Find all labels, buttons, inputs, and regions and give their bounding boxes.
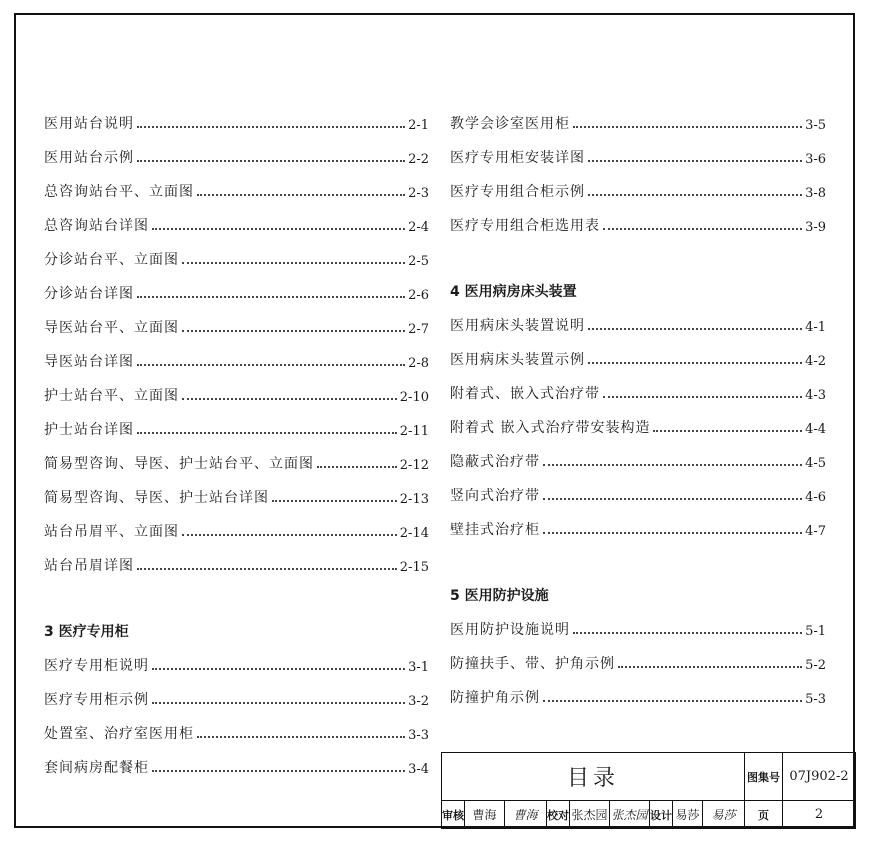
check-signature: 张杰园 bbox=[610, 801, 650, 829]
leader-dots bbox=[543, 498, 802, 500]
toc-entry bbox=[450, 301, 826, 335]
toc-entry-title: 套间病房配餐柜 bbox=[44, 760, 149, 776]
toc-entry bbox=[44, 99, 429, 133]
leader-dots bbox=[137, 432, 397, 434]
leader-dots bbox=[588, 160, 802, 162]
page-label: 页 bbox=[745, 801, 783, 829]
section-gap bbox=[450, 235, 826, 267]
toc-entry bbox=[44, 303, 429, 337]
leader-dots bbox=[603, 396, 802, 398]
toc-entry-page: 2-8 bbox=[408, 356, 429, 371]
atlas-number-label: 图集号 bbox=[745, 753, 783, 801]
toc-entry-page: 2-12 bbox=[399, 458, 429, 473]
leader-dots bbox=[543, 700, 802, 702]
toc-entry-page: 5-3 bbox=[805, 692, 826, 707]
section-heading-3: 3 医疗专用柜 bbox=[44, 624, 129, 640]
toc-entry-page: 4-7 bbox=[805, 524, 826, 539]
toc-entry-page: 4-2 bbox=[805, 354, 826, 369]
toc-entry-page: 2-15 bbox=[399, 560, 429, 575]
page-number: 2 bbox=[783, 801, 856, 829]
toc-entry-title: 附着式 嵌入式治疗带安装构造 bbox=[450, 420, 651, 436]
toc-entry-title: 附着式、嵌入式治疗带 bbox=[450, 386, 600, 402]
leader-dots bbox=[152, 770, 405, 772]
toc-entry-title: 总咨询站台平、立面图 bbox=[44, 184, 194, 200]
toc-entry bbox=[450, 133, 826, 167]
toc-entry-title: 竖向式治疗带 bbox=[450, 488, 540, 504]
toc-entry-page: 4-4 bbox=[805, 422, 826, 437]
toc-entry bbox=[44, 473, 429, 507]
toc-entry-title: 分诊站台详图 bbox=[44, 286, 134, 302]
toc-entry bbox=[44, 337, 429, 371]
toc-entry-title: 站台吊眉详图 bbox=[44, 558, 134, 574]
drawing-title: 目录 bbox=[442, 753, 745, 801]
toc-entry-page: 5-1 bbox=[805, 624, 826, 639]
toc-entry bbox=[44, 675, 429, 709]
toc-entry-title: 医疗专用组合柜选用表 bbox=[450, 218, 600, 234]
review-signature: 曹海 bbox=[505, 801, 547, 829]
toc-entry-page: 2-7 bbox=[408, 322, 429, 337]
toc-entry bbox=[44, 201, 429, 235]
toc-entry-page: 4-5 bbox=[805, 456, 826, 471]
toc-entry bbox=[44, 235, 429, 269]
toc-entry-page: 3-1 bbox=[408, 660, 429, 675]
toc-entry-page: 4-3 bbox=[805, 388, 826, 403]
toc-entry bbox=[44, 269, 429, 303]
toc-entry-title: 医疗专用柜示例 bbox=[44, 692, 149, 708]
leader-dots bbox=[182, 398, 397, 400]
toc-entry bbox=[44, 507, 429, 541]
leader-dots bbox=[272, 500, 397, 502]
title-block bbox=[441, 752, 856, 829]
section-5-list bbox=[450, 605, 826, 707]
left-toc-list bbox=[44, 99, 429, 575]
leader-dots bbox=[317, 466, 397, 468]
toc-entry bbox=[44, 405, 429, 439]
check-name: 张杰园 bbox=[570, 801, 610, 829]
leader-dots bbox=[543, 532, 802, 534]
check-label: 校对 bbox=[547, 801, 570, 829]
toc-entry-title: 医疗专用柜说明 bbox=[44, 658, 149, 674]
left-column bbox=[44, 99, 429, 777]
leader-dots bbox=[182, 330, 405, 332]
leader-dots bbox=[137, 364, 405, 366]
leader-dots bbox=[197, 736, 405, 738]
design-label: 设计 bbox=[650, 801, 673, 829]
toc-entry-page: 2-10 bbox=[399, 390, 429, 405]
leader-dots bbox=[152, 228, 405, 230]
toc-entry-page: 2-4 bbox=[408, 220, 429, 235]
toc-entry-title: 简易型咨询、导医、护士站台平、立面图 bbox=[44, 456, 314, 472]
toc-entry bbox=[450, 437, 826, 471]
toc-entry-title: 医用站台示例 bbox=[44, 150, 134, 166]
leader-dots bbox=[618, 666, 802, 668]
leader-dots bbox=[197, 194, 405, 196]
toc-entry-title: 导医站台详图 bbox=[44, 354, 134, 370]
toc-entry-title: 护士站台平、立面图 bbox=[44, 388, 179, 404]
toc-entry-page: 3-2 bbox=[408, 694, 429, 709]
toc-entry-title: 壁挂式治疗柜 bbox=[450, 522, 540, 538]
toc-entry-page: 3-4 bbox=[408, 762, 429, 777]
atlas-number: 07J902-2 bbox=[783, 753, 856, 801]
section-4-list bbox=[450, 301, 826, 539]
toc-entry bbox=[44, 167, 429, 201]
toc-entry bbox=[450, 99, 826, 133]
leader-dots bbox=[653, 430, 802, 432]
leader-dots bbox=[543, 464, 802, 466]
review-name: 曹海 bbox=[465, 801, 505, 829]
leader-dots bbox=[152, 668, 405, 670]
toc-entry bbox=[450, 605, 826, 639]
toc-entry bbox=[450, 505, 826, 539]
leader-dots bbox=[137, 160, 405, 162]
leader-dots bbox=[137, 296, 405, 298]
toc-entry-title: 护士站台详图 bbox=[44, 422, 134, 438]
toc-entry bbox=[450, 335, 826, 369]
leader-dots bbox=[182, 262, 405, 264]
toc-entry-title: 医用防护设施说明 bbox=[450, 622, 570, 638]
toc-entry-title: 隐蔽式治疗带 bbox=[450, 454, 540, 470]
toc-entry-page: 3-8 bbox=[805, 186, 826, 201]
toc-entry-page: 2-14 bbox=[399, 526, 429, 541]
toc-entry-page: 3-5 bbox=[805, 118, 826, 133]
toc-entry-page: 2-1 bbox=[408, 118, 429, 133]
toc-entry-title: 站台吊眉平、立面图 bbox=[44, 524, 179, 540]
toc-entry-page: 2-5 bbox=[408, 254, 429, 269]
leader-dots bbox=[588, 194, 802, 196]
toc-entry bbox=[44, 541, 429, 575]
toc-entry bbox=[450, 471, 826, 505]
toc-entry bbox=[450, 673, 826, 707]
toc-entry-title: 医用站台说明 bbox=[44, 116, 134, 132]
toc-entry-title: 医疗专用柜安装详图 bbox=[450, 150, 585, 166]
toc-entry-title: 导医站台平、立面图 bbox=[44, 320, 179, 336]
leader-dots bbox=[152, 702, 405, 704]
toc-entry bbox=[44, 439, 429, 473]
toc-entry-title: 分诊站台平、立面图 bbox=[44, 252, 179, 268]
toc-entry bbox=[44, 371, 429, 405]
toc-entry bbox=[450, 201, 826, 235]
toc-entry bbox=[450, 403, 826, 437]
leader-dots bbox=[137, 126, 405, 128]
toc-entry-page: 2-3 bbox=[408, 186, 429, 201]
leader-dots bbox=[573, 126, 802, 128]
toc-entry-title: 医用病床头装置说明 bbox=[450, 318, 585, 334]
toc-entry-page: 2-11 bbox=[399, 424, 429, 439]
toc-entry-page: 4-6 bbox=[805, 490, 826, 505]
toc-entry-page: 2-2 bbox=[408, 152, 429, 167]
leader-dots bbox=[603, 228, 802, 230]
toc-entry-page: 3-6 bbox=[805, 152, 826, 167]
toc-entry-title: 医用病床头装置示例 bbox=[450, 352, 585, 368]
toc-entry bbox=[44, 641, 429, 675]
toc-entry-page: 4-1 bbox=[805, 320, 826, 335]
leader-dots bbox=[137, 568, 397, 570]
leader-dots bbox=[588, 362, 802, 364]
design-signature: 易莎 bbox=[703, 801, 745, 829]
toc-entry-page: 5-2 bbox=[805, 658, 826, 673]
toc-entry-title: 防撞护角示例 bbox=[450, 690, 540, 706]
toc-entry bbox=[44, 743, 429, 777]
toc-entry bbox=[44, 133, 429, 167]
right-column bbox=[450, 99, 826, 707]
toc-entry-page: 2-13 bbox=[399, 492, 429, 507]
right-toc-list bbox=[450, 99, 826, 235]
section-gap bbox=[44, 575, 429, 607]
design-name: 易莎 bbox=[673, 801, 703, 829]
leader-dots bbox=[588, 328, 802, 330]
toc-entry-title: 防撞扶手、带、护角示例 bbox=[450, 656, 615, 672]
toc-entry-page: 3-3 bbox=[408, 728, 429, 743]
toc-entry-title: 总咨询站台详图 bbox=[44, 218, 149, 234]
toc-entry-title: 医疗专用组合柜示例 bbox=[450, 184, 585, 200]
section-3-list bbox=[44, 641, 429, 777]
toc-entry-page: 2-6 bbox=[408, 288, 429, 303]
toc-entry bbox=[450, 639, 826, 673]
toc-entry-page: 3-9 bbox=[805, 220, 826, 235]
toc-entry bbox=[450, 167, 826, 201]
section-heading-4: 4 医用病房床头装置 bbox=[450, 284, 577, 300]
section-heading-5: 5 医用防护设施 bbox=[450, 588, 549, 604]
section-gap bbox=[450, 539, 826, 571]
toc-entry-title: 简易型咨询、导医、护士站台详图 bbox=[44, 490, 269, 506]
toc-entry bbox=[450, 369, 826, 403]
toc-entry-title: 教学会诊室医用柜 bbox=[450, 116, 570, 132]
review-label: 审核 bbox=[442, 801, 465, 829]
leader-dots bbox=[573, 632, 802, 634]
leader-dots bbox=[182, 534, 397, 536]
toc-entry bbox=[44, 709, 429, 743]
toc-entry-title: 处置室、治疗室医用柜 bbox=[44, 726, 194, 742]
